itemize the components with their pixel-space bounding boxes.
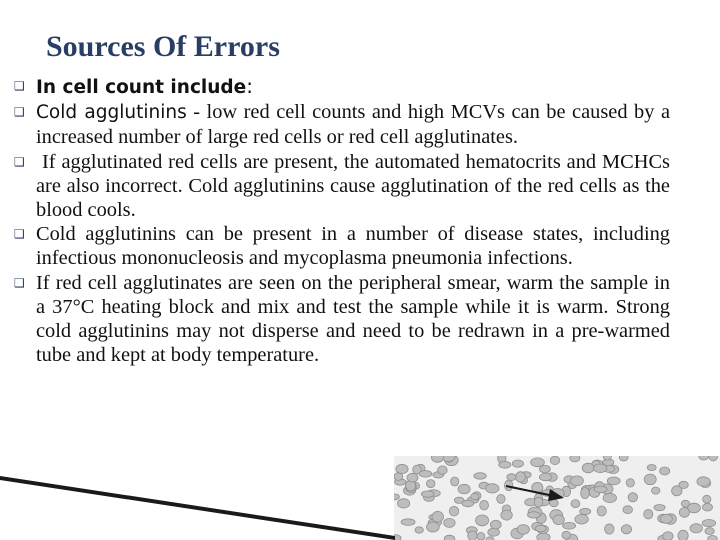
red-cell (672, 486, 682, 496)
red-cell (431, 456, 443, 462)
red-cell (444, 535, 455, 540)
red-cell (462, 500, 474, 507)
diagonal-stroke (0, 476, 395, 540)
red-cell (451, 477, 459, 486)
red-cell (486, 484, 499, 493)
red-cell (571, 476, 584, 486)
bullet-item (14, 222, 670, 270)
red-cell (654, 505, 665, 511)
red-cell (480, 500, 489, 510)
bullet-text: If agglutinated red cells are present, the automated hematocrits and MCHCs are also incorrect. Cold agglutinins cause agglutination of the red cells as the blood cools. (36, 150, 670, 222)
red-cell (488, 528, 500, 536)
red-cell (703, 495, 711, 503)
red-cell (438, 466, 448, 474)
red-cell (603, 456, 611, 460)
red-cell (534, 497, 542, 507)
red-cell (507, 474, 516, 481)
red-cell (562, 531, 571, 539)
red-cell (540, 465, 551, 473)
red-cell (651, 487, 660, 494)
red-cell (427, 522, 440, 532)
red-cell (444, 518, 455, 527)
bullet-lead-colon: : (246, 74, 253, 98)
red-cell (499, 461, 511, 468)
red-cell (678, 530, 688, 540)
red-cell (647, 465, 656, 471)
red-cell (517, 525, 529, 535)
red-cell (607, 477, 620, 485)
red-cell (449, 506, 458, 516)
red-cell (709, 456, 718, 461)
red-cell (705, 528, 714, 535)
red-cell (426, 480, 435, 488)
red-cell (660, 514, 672, 523)
red-cell (550, 456, 560, 464)
red-cell (699, 456, 709, 460)
red-cell (597, 506, 606, 516)
red-cell (553, 515, 564, 525)
red-cell (458, 484, 470, 494)
checkbox-bullet-icon: ❑ (14, 154, 25, 169)
red-cell (644, 474, 656, 485)
red-cell (690, 524, 702, 533)
red-cell (563, 522, 576, 529)
red-cell (571, 500, 580, 508)
red-cell (605, 524, 614, 534)
red-cell (497, 494, 505, 503)
bullet-text: If red cell agglutinates are seen on the peripheral smear, warm the sample in a 37°C heating block and mix and test the sample while it is warm. Strong cold agglutinins may not disperse and need to be redrawn in a pre-warmed tube and kept at body temperature. (36, 271, 670, 367)
red-cell (528, 512, 541, 518)
red-cell (512, 460, 523, 467)
red-cell (432, 511, 444, 522)
red-cell (535, 525, 546, 531)
red-cell (594, 464, 607, 473)
red-cell (580, 508, 591, 514)
checkbox-bullet-icon: ❑ (14, 79, 25, 93)
slide-title: Sources Of Errors (46, 30, 280, 63)
bullet-item (14, 150, 670, 223)
red-cell (468, 531, 477, 540)
red-cell (663, 532, 673, 540)
bullet-item (14, 100, 670, 149)
decorative-diagonal-line (0, 452, 420, 540)
checkbox-bullet-icon: ❑ (14, 227, 25, 242)
red-cell (621, 525, 631, 534)
bullet-item (14, 74, 670, 100)
red-cell (703, 503, 713, 511)
bullet-list (14, 74, 670, 367)
red-cell (582, 463, 594, 473)
red-cell (644, 509, 653, 519)
red-cell (702, 520, 716, 527)
red-cell (490, 520, 501, 529)
bullet-text: - low red cell counts and high MCVs can be caused by a increased number of large red cells or red cell agglutinates. (36, 101, 670, 149)
red-cell (697, 477, 710, 486)
red-cell (516, 472, 526, 483)
red-cell (660, 467, 670, 475)
red-cell (476, 515, 489, 526)
red-cell (603, 493, 616, 502)
red-cell (539, 474, 552, 481)
red-cell (474, 473, 486, 480)
red-cell (477, 532, 485, 540)
red-cell (505, 480, 513, 491)
red-cell (679, 508, 689, 518)
red-cell (594, 486, 607, 492)
red-cell (531, 458, 545, 467)
bullet-item (14, 271, 670, 368)
red-cell (471, 493, 479, 500)
bullet-text: Cold agglutinins can be present in a number of disease states, including infectious mononucleosis and mycoplasma pneumonia infections. (36, 223, 670, 270)
checkbox-bullet-icon: ❑ (14, 105, 25, 120)
red-cell (419, 471, 432, 478)
red-cell (550, 500, 559, 507)
red-cell (623, 506, 633, 514)
red-cell (575, 514, 588, 524)
red-cell (708, 536, 718, 540)
red-cell (626, 479, 634, 487)
blood-smear-cells (394, 456, 720, 540)
red-cell (501, 510, 512, 520)
blood-smear-image (394, 456, 720, 540)
red-cell (628, 493, 637, 502)
red-cell (537, 533, 550, 540)
red-cell (619, 456, 628, 461)
checkbox-bullet-icon: ❑ (14, 275, 25, 290)
red-cell (581, 488, 590, 499)
red-cell (421, 491, 434, 497)
bullet-lead-text: In cell count include (36, 77, 247, 98)
bullet-term: Cold agglutinins (36, 102, 187, 124)
red-cell (570, 456, 580, 462)
